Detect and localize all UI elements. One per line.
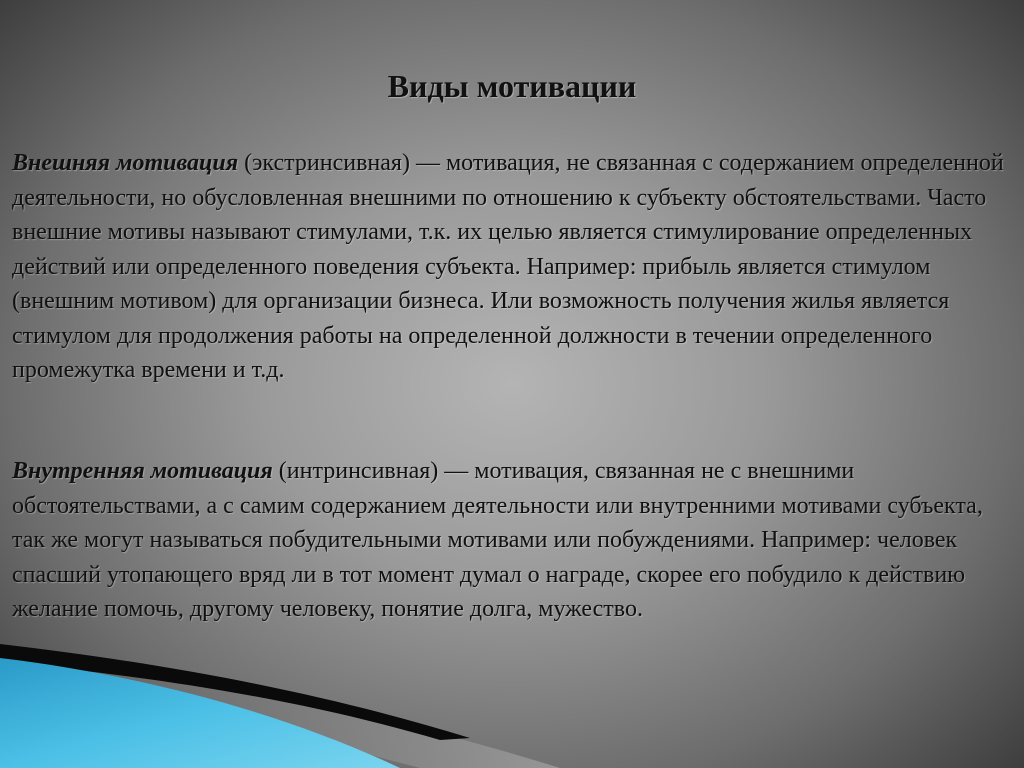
definition-intrinsic: (интринсивная) — мотивация, связанная не с внешними обстоятельствами, а с самим содержанием деятельности или внутренними мотивами субъекта, так же могут называться побудительными мотивами или побуждениями. Например: человек спасший утопающего вряд ли в тот момент думал о награде, скорее его побудило к действию желание помочь, другому человеку, понятие долга, мужество. (12, 458, 983, 622)
definition-extrinsic: (экстринсивная) — мотивация, не связанная с содержанием определенной деятельности, но обусловленная внешними по отношению к субъекту обстоятельствами. Часто внешние мотивы называют стимулами, т.к. их целью является стимулирование определенных действий или определенного поведения субъекта. Например: прибыль является стимулом (внешним мотивом) для организации бизнеса. Или возможность получения жилья является стимулом для продолжения работы на определенной должности в течении определенного промежутка времени и т.д. (12, 150, 1004, 383)
blue-swoosh (0, 658, 400, 768)
term-intrinsic: Внутренняя мотивация (12, 458, 273, 484)
black-swoosh (0, 644, 470, 740)
grey-swoosh (0, 652, 560, 768)
term-extrinsic: Внешняя мотивация (12, 150, 239, 176)
paragraph-extrinsic-motivation (12, 146, 1012, 388)
paragraph-intrinsic-motivation (12, 454, 1012, 627)
slide-title: Виды мотивации (387, 68, 637, 104)
